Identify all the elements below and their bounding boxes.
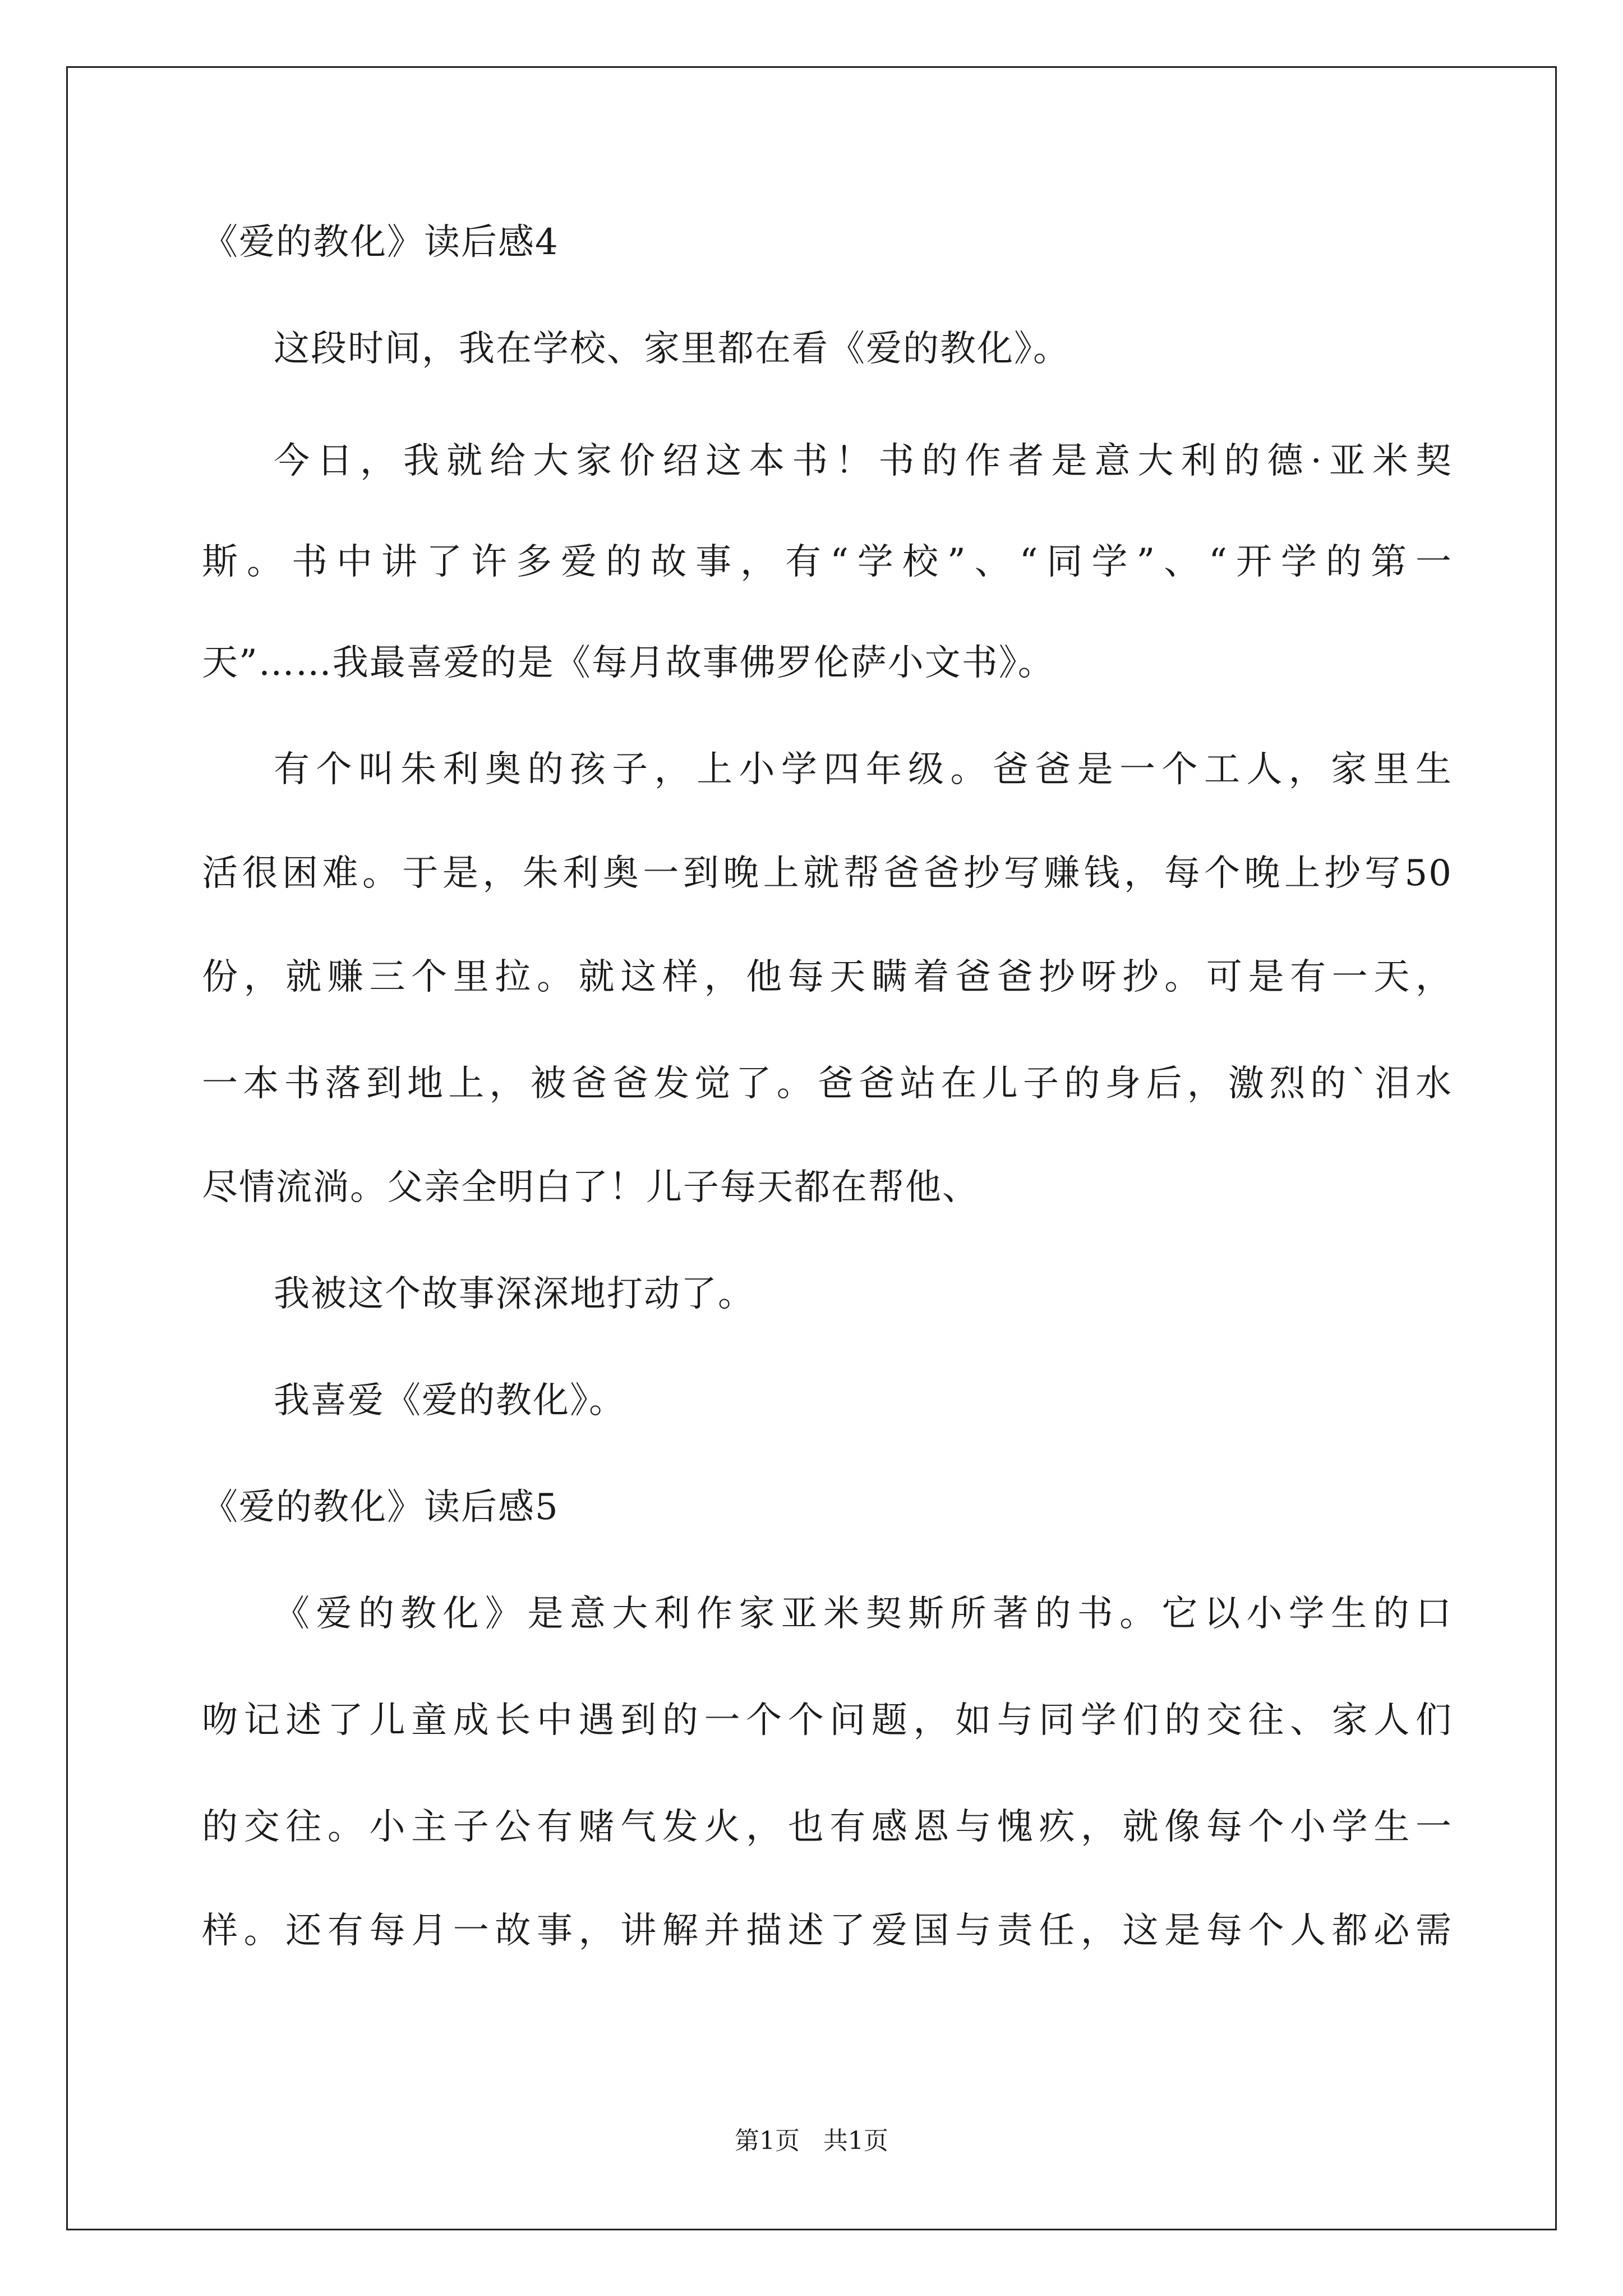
paragraph-line: 我被这个故事深深地打动了。: [274, 1273, 755, 1315]
paragraph-line: 我喜爱《爱的教化》。: [274, 1380, 626, 1421]
paragraph-line: 今日，我就给大家价绍这本书！书的作者是意大利的德·亚米契: [274, 440, 1453, 482]
paragraph-line: 尽情流淌。父亲全明白了！儿子每天都在帮他、: [202, 1167, 979, 1208]
paragraph-line: 吻记述了儿童成长中遇到的一个个问题，如与同学们的交往、家人们: [202, 1700, 1453, 1741]
paragraph-line: 天”……我最喜爱的是《每月故事佛罗伦萨小文书》。: [202, 642, 1055, 684]
section-title: 《爱的教化》读后感4: [202, 222, 559, 263]
page-frame: [66, 66, 1557, 2230]
paragraph-line: 样。还有每月一故事，讲解并描述了爱国与责任，这是每个人都必需: [202, 1910, 1453, 1952]
paragraph-line: 的交往。小主子公有赌气发火，也有感恩与愧疚，就像每个小学生一: [202, 1806, 1453, 1848]
paragraph-line: 这段时间，我在学校、家里都在看《爱的教化》。: [274, 328, 1070, 370]
page-footer: [0, 2129, 1623, 2154]
paragraph-line: 份，就赚三个里拉。就这样，他每天瞒着爸爸抄呀抄。可是有一天，: [202, 956, 1453, 998]
paragraph-line: 活很困难。于是，朱利奥一到晚上就帮爸爸抄写赚钱，每个晚上抄写50: [202, 853, 1453, 894]
paragraph-line: 有个叫朱利奥的孩子，上小学四年级。爸爸是一个工人，家里生: [274, 749, 1453, 790]
total-pages: 共1页: [823, 2127, 888, 2155]
page-number: 第1页: [735, 2127, 800, 2155]
paragraph-line: 斯。书中讲了许多爱的故事，有“学校”、“同学”、“开学的第一: [202, 541, 1453, 583]
paragraph-line: 一本书落到地上，被爸爸发觉了。爸爸站在儿子的身后，激烈的`泪水: [202, 1063, 1453, 1105]
paragraph-line: 《爱的教化》是意大利作家亚米契斯所著的书。它以小学生的口: [274, 1593, 1453, 1635]
section-title: 《爱的教化》读后感5: [202, 1487, 559, 1528]
